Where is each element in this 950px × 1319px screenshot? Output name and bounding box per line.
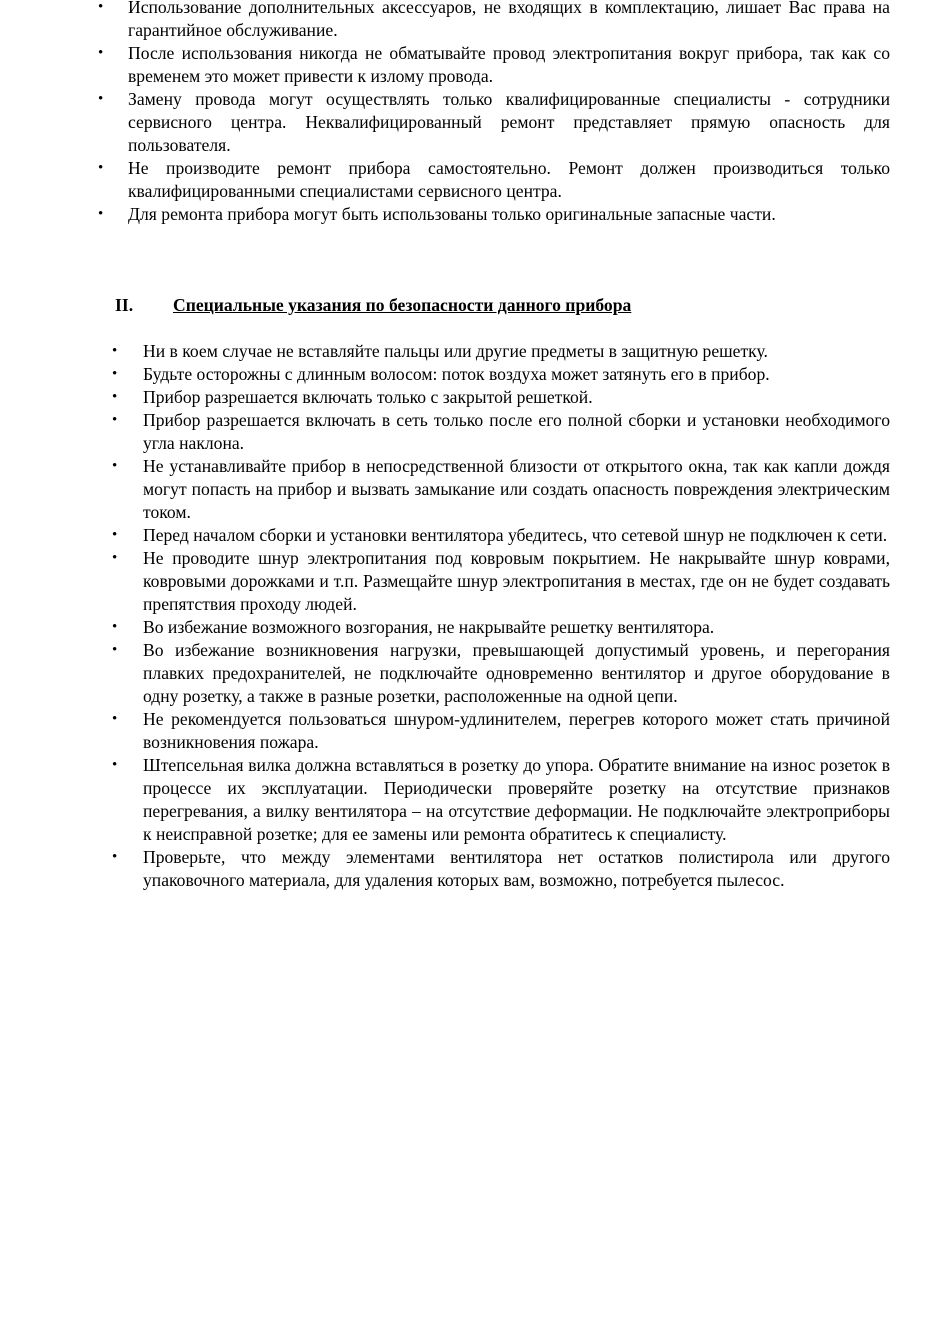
bullet-icon: • (98, 206, 104, 222)
list-item (112, 409, 890, 455)
list-item-text: Не устанавливайте прибор в непосредственной близости от открытого окна, так как капли дождя могут попасть на прибор и вызвать замыкание или создать опасность повреждения электрическим током. (143, 456, 890, 522)
list-item (98, 203, 890, 226)
list-item (112, 524, 890, 547)
list-item (112, 386, 890, 409)
bullet-icon: • (112, 619, 118, 635)
list-item-text: Использование дополнительных аксессуаров, не входящих в комплектацию, лишает Вас права на гарантийное обслуживание. (128, 0, 890, 40)
list-item (112, 616, 890, 639)
list-item-text: Прибор разрешается включать только с закрытой решеткой. (143, 387, 593, 407)
list-item-text: Не рекомендуется пользоваться шнуром-удлинителем, перегрев которого может стать причиной возникновения пожара. (143, 709, 890, 752)
list-item (112, 846, 890, 892)
list-item (112, 455, 890, 524)
list-item-text: Перед началом сборки и установки вентилятора убедитесь, что сетевой шнур не подключен к сети. (143, 525, 888, 545)
bullet-icon: • (112, 412, 118, 428)
bullet-icon: • (112, 527, 118, 543)
section-title: Специальные указания по безопасности данного прибора (173, 295, 632, 315)
list-item (112, 708, 890, 754)
bullet-icon: • (112, 642, 118, 658)
warranty-repair-list (98, 0, 890, 226)
list-item-text: Во избежание возникновения нагрузки, превышающей допустимый уровень, и перегорания плавких предохранителей, не подключайте одновременно вентилятор и другое оборудование в одну розетку, а также в разные розетки, расположенные на одной цепи. (143, 640, 890, 706)
list-item (98, 157, 890, 203)
list-item-text: Прибор разрешается включать в сеть только после его полной сборки и установки необходимого угла наклона. (143, 410, 890, 453)
list-item-text: Для ремонта прибора могут быть использованы только оригинальные запасные части. (128, 204, 776, 224)
bullet-icon: • (112, 458, 118, 474)
list-item-text: Замену провода могут осуществлять только квалифицированные специалисты - сотрудники сервисного центра. Неквалифицированный ремонт представляет прямую опасность для пользователя. (128, 89, 890, 155)
bullet-icon: • (112, 757, 118, 773)
bullet-icon: • (112, 550, 118, 566)
list-item (112, 639, 890, 708)
list-item-text: Проверьте, что между элементами вентилятора нет остатков полистирола или другого упаковочного материала, для удаления которых вам, возможно, потребуется пылесос. (143, 847, 890, 890)
list-item-text: Во избежание возможного возгорания, не накрывайте решетку вентилятора. (143, 617, 715, 637)
list-item (98, 42, 890, 88)
list-item (112, 547, 890, 616)
list-item (98, 88, 890, 157)
bullet-icon: • (112, 389, 118, 405)
bullet-icon: • (98, 160, 104, 176)
bullet-icon: • (98, 45, 104, 61)
list-item (112, 363, 890, 386)
list-item-text: Ни в коем случае не вставляйте пальцы или другие предметы в защитную решетку. (143, 341, 768, 361)
section-number: II. (115, 295, 134, 315)
bullet-icon: • (112, 711, 118, 727)
list-item-text: Штепсельная вилка должна вставляться в розетку до упора. Обратите внимание на износ розеток в процессе их эксплуатации. Периодически проверяйте розетку на отсутствие признаков перегревания, а вилку вентилятора – на отсутствие деформации. Не подключайте электроприборы к неисправной розетке; для ее замены или ремонта обратитесь к специалисту. (143, 755, 890, 844)
list-item (112, 340, 890, 363)
list-item (98, 0, 890, 42)
list-item-text: После использования никогда не обматывайте провод электропитания вокруг прибора, так как со временем это может привести к излому провода. (128, 43, 890, 86)
bullet-icon: • (112, 366, 118, 382)
list-item-text: Не проводите шнур электропитания под ковровым покрытием. Не накрывайте шнур коврами, ковровыми дорожками и т.п. Размещайте шнур электропитания в местах, где он не будет создавать препятствия проходу людей. (143, 548, 890, 614)
list-item (112, 754, 890, 846)
list-item-text: Будьте осторожны с длинным волосом: поток воздуха может затянуть его в прибор. (143, 364, 770, 384)
safety-instructions-list (112, 340, 890, 892)
bullet-icon: • (112, 849, 118, 865)
list-item-text: Не производите ремонт прибора самостоятельно. Ремонт должен производиться только квалифицированными специалистами сервисного центра. (128, 158, 890, 201)
bullet-icon: • (98, 91, 104, 107)
bullet-icon: • (112, 343, 118, 359)
bullet-icon: • (98, 0, 104, 15)
